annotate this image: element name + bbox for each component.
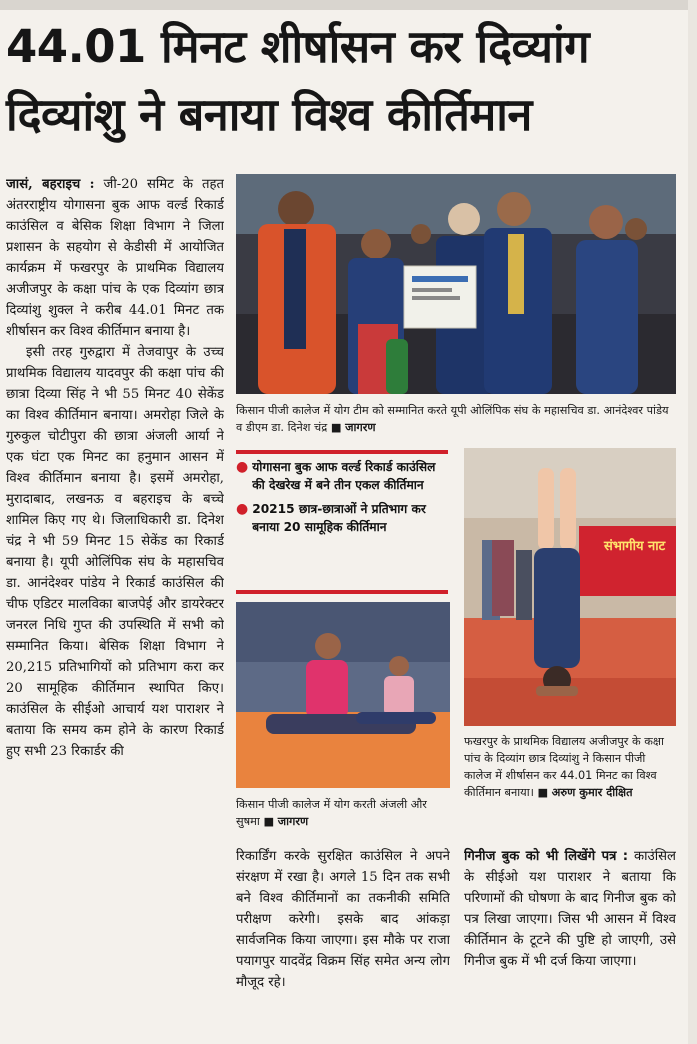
caption-girls-text: किसान पीजी कालेज में योग करती अंजली और सुषमा (236, 798, 427, 828)
photo-credit: जागरण (277, 815, 309, 828)
article-paragraph-1: जी-20 समिट के तहत अंतरराष्ट्रीय योगासना बुक आफ वर्ल्ड रिकार्ड काउंसिल व बेसिक शिक्षा विभाग ने जिला प्रशासन के सहयोग से केडीसी में आयोजित कार्यक्रम में फखरपुर के प्राथमिक विद्यालय अजीजपुर के कक्षा पांच के एक दिव्यांग छात्र दिव्यांशु शुक्ल ने करीब 44.01 मिनट तक शीर्षासन कर विश्व कीर्तिमान बनाया है। (6, 177, 224, 339)
caption-girls-yoga (236, 796, 450, 830)
photo-girls-yoga (236, 602, 450, 788)
article-paragraph-2: इसी तरह गुरुद्वारा में तेजवापुर के उच्च प्राथमिक विद्यालय यादवपुर की कक्षा पांच की छात्रा दिव्या सिंह ने भी 55 मिनट 40 सेकेंड का विश्व कीर्तिमान बनाया। अमरोहा जिले के गुरुकुल चोटीपुरा की छात्रा अंजली आर्या ने एक घंटा एक मिनट का हनुमान आसन में विश्व कीर्तिमान बनाया है। इसमें अमरोहा, मुरादाबाद, लखनऊ व बहराइच के बच्चे शामिल किए गए थे। जिलाधिकारी डा. दिनेश चंद्र ने भी 59 मिनट 15 सेकेंड का रिकार्ड बनाया है। यूपी ओलिंपिक संघ के महासचिव डा. आनंदेश्वर पांडेय ने रिकार्ड काउंसिल की चीफ एडिटर मालविका बाजपेई और डायरेक्टर जनरल निधि गुप्त की उपस्थिति में सभी को सम्मानित किया। बेसिक शिक्षा विभाग ने 20,215 प्रतिभागियों को प्रतिभाग करा कर 20 सामूहिक कीर्तिमान स्थापित किए। काउंसिल के सीईओ आचार्य यश पाराशर ने बताया कि समय कम होने के कारण रिकार्ड हुए सभी 23 रिकार्डर की (6, 345, 224, 759)
bullet-icon: ● (236, 501, 249, 517)
highlights-top-rule (236, 450, 448, 454)
square-icon: ■ (537, 786, 549, 799)
top-strip (0, 0, 697, 10)
photo-headstand (464, 448, 676, 726)
caption-award-text: किसान पीजी कालेज में योग टीम को सम्मानित करते यूपी ओलिंपिक संघ के महासचिव डा. आनंदेश्वर पांडेय व डीएम डा. दिनेश चंद्र (236, 404, 669, 434)
article-column-1 (6, 174, 224, 1036)
caption-headstand-text: फखरपुर के प्राथमिक विद्यालय अजीजपुर के कक्षा पांच के दिव्यांग छात्र दिव्यांशु ने किसान पीजी कालेज में शीर्षासन कर 44.01 मिनट का विश्व कीर्तिमान बनाया। (464, 735, 664, 799)
dateline: जासं, बहराइच : (6, 177, 95, 192)
square-icon: ■ (330, 421, 342, 434)
headline-line-2: दिव्यांशु ने बनाया विश्व कीर्तिमान (6, 88, 532, 141)
article-paragraph-3: रिकार्डिंग करके सुरक्षित काउंसिल ने अपने संरक्षण में रखा है। अगले 15 दिन तक सभी बने विश्व कीर्तिमानों का तकनीकी समिति परीक्षण करेगी। इसके बाद आंकड़ा सार्वजनिक किया जाएगा। इस मौके पर राजा पयागपुर यादवेंद्र विक्रम सिंह समेत अन्य लोग मौजूद रहे। (236, 849, 450, 990)
photo-award-ceremony (236, 174, 676, 394)
adjacent-column-edge (688, 0, 697, 1044)
article-column-3 (464, 846, 676, 1036)
caption-award-ceremony (236, 402, 676, 436)
square-icon: ■ (263, 815, 275, 828)
article-paragraph-4: काउंसिल के सीईओ यश पाराशर ने बताया कि परिणामों की घोषणा के बाद गिनीज बुक को पत्र लिखा जाएगा। जिस भी आसन में विश्व कीर्तिमान के टूटने की पुष्टि हो जाएगी, उसे गिनीज बुक में भी दर्ज किया जाएगा। (464, 849, 676, 969)
banner-text: संभागीय नाट (604, 539, 666, 554)
photo-credit: जागरण (345, 421, 376, 434)
caption-headstand (464, 733, 676, 801)
headline-line-1: 44.01 मिनट शीर्षासन कर दिव्यांग (6, 20, 590, 73)
highlight-text: 20215 छात्र-छात्राओं ने प्रतिभाग कर बनाया 20 सामूहिक कीर्तिमान (252, 502, 426, 534)
highlight-item (236, 500, 448, 536)
article-column-2 (236, 846, 450, 1036)
subheading: गिनीज बुक को भी लिखेंगे पत्र : (464, 849, 628, 864)
bullet-icon: ● (236, 459, 249, 475)
highlight-item (236, 458, 448, 494)
highlights-box (236, 458, 448, 542)
highlight-text: योगासना बुक आफ वर्ल्ड रिकार्ड काउंसिल की देखरेख में बने तीन एकल कीर्तिमान (252, 460, 436, 492)
highlights-bottom-rule (236, 590, 448, 594)
photo-credit: अरुण कुमार दीक्षित (551, 786, 633, 799)
